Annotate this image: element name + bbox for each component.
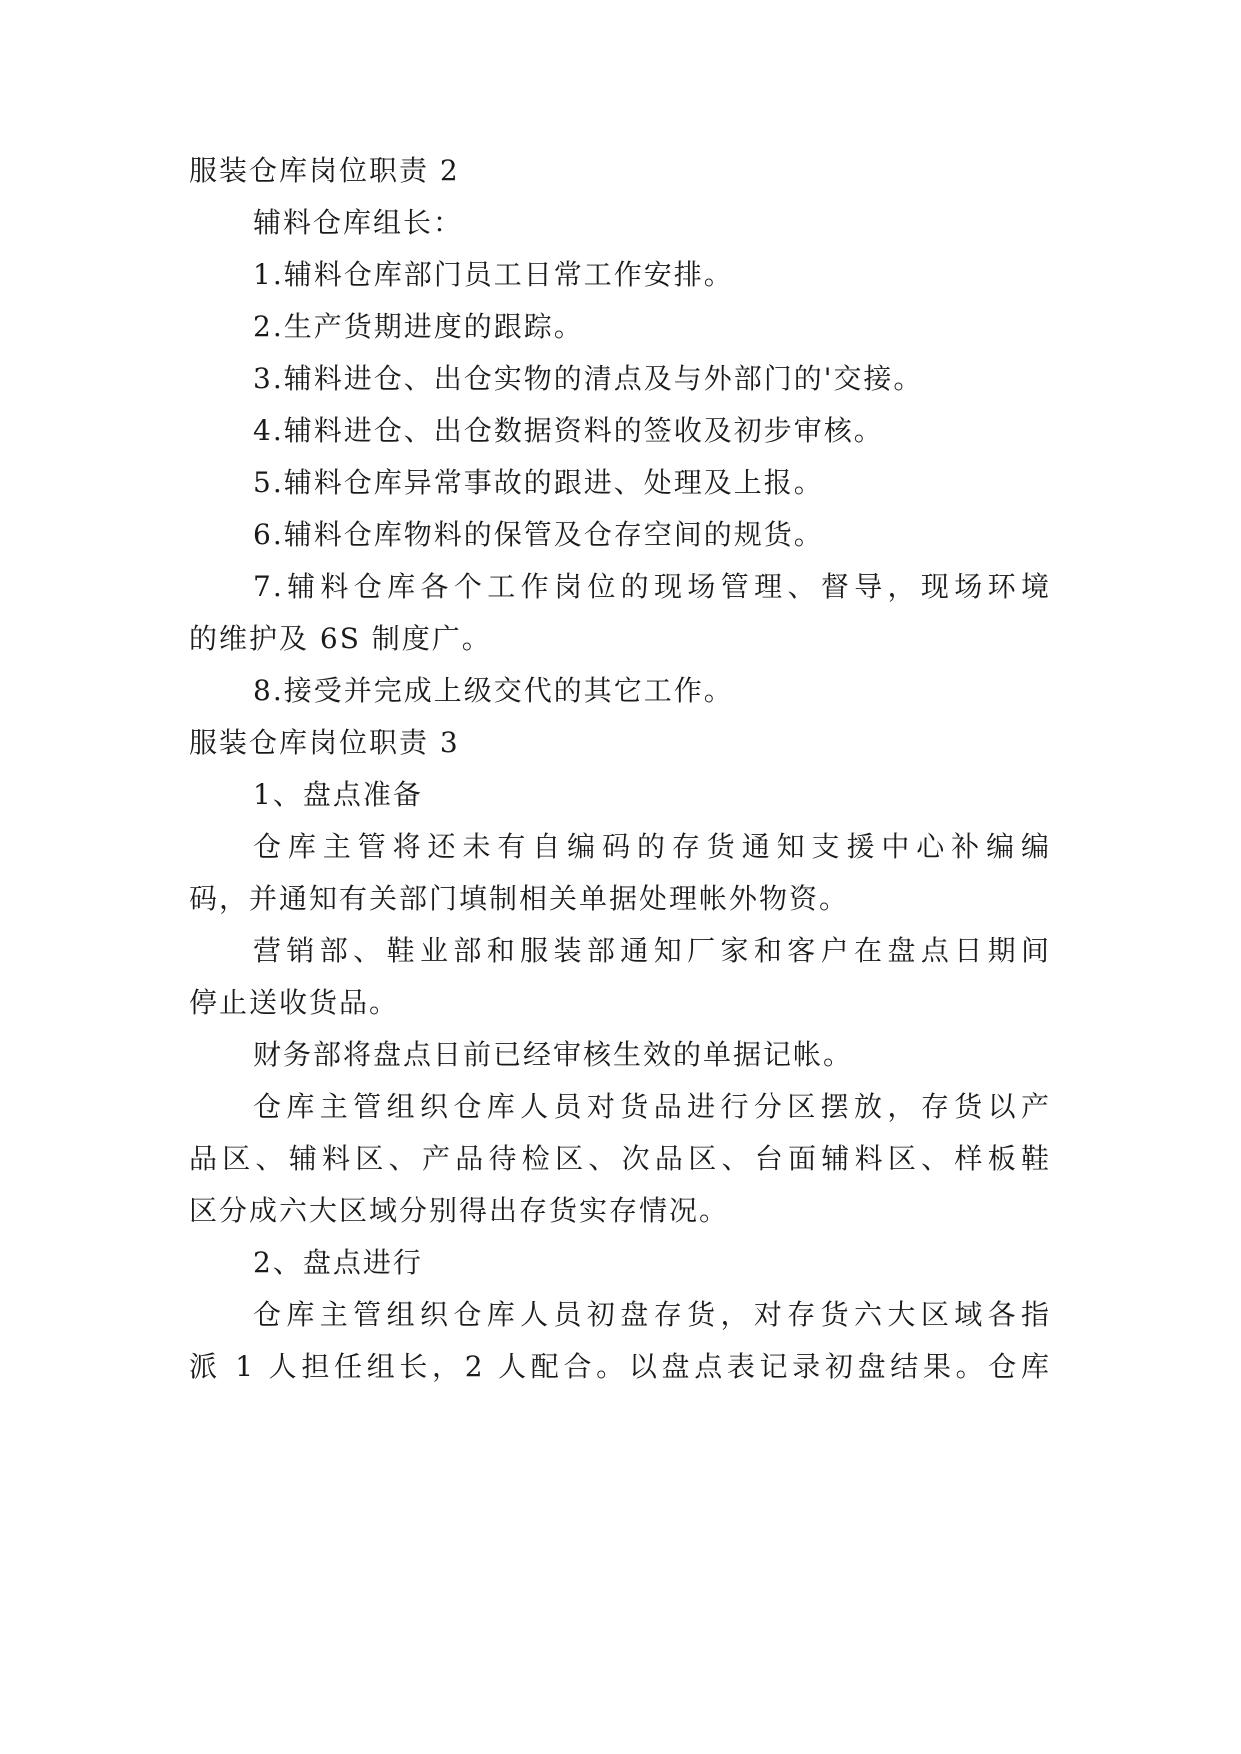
paragraph-line: 营销部、鞋业部和服装部通知厂家和客户在盘点日期间: [253, 934, 1051, 967]
paragraph-line: 品区、辅料区、产品待检区、次品区、台面辅料区、样板鞋: [189, 1142, 1051, 1175]
paragraph-line: 财务部将盘点日前已经审核生效的单据记帐。: [253, 1038, 854, 1071]
duty-item-6: 6.辅料仓库物料的保管及仓存空间的规货。: [253, 518, 824, 551]
section-heading-3: 服装仓库岗位职责 3: [189, 726, 460, 759]
paragraph-line: 仓库主管组织仓库人员初盘存货，对存货六大区域各指: [253, 1298, 1051, 1331]
duty-item-7-continued: 的维护及 6S 制度广。: [189, 622, 492, 655]
paragraph-line: 派 1 人担任组长，2 人配合。以盘点表记录初盘结果。仓库: [189, 1350, 1051, 1383]
duty-item-7: 7.辅料仓库各个工作岗位的现场管理、督导，现场环境: [253, 570, 1051, 603]
duty-item-5: 5.辅料仓库异常事故的跟进、处理及上报。: [253, 466, 824, 499]
duty-item-1: 1.辅料仓库部门员工日常工作安排。: [253, 258, 734, 291]
section-heading-2: 服装仓库岗位职责 2: [189, 154, 460, 187]
duty-item-2: 2.生产货期进度的跟踪。: [253, 310, 584, 343]
duty-item-4: 4.辅料进仓、出仓数据资料的签收及初步审核。: [253, 414, 884, 447]
paragraph-line: 仓库主管组织仓库人员对货品进行分区摆放，存货以产: [253, 1090, 1051, 1123]
paragraph-line: 停止送收货品。: [189, 986, 400, 1019]
duty-item-3: 3.辅料进仓、出仓实物的清点及与外部门的'交接。: [253, 362, 924, 395]
duty-item-8: 8.接受并完成上级交代的其它工作。: [253, 674, 734, 707]
paragraph-line: 仓库主管将还未有自编码的存货通知支援中心补编编: [253, 830, 1051, 863]
paragraph-line: 码，并通知有关部门填制相关单据处理帐外物资。: [189, 882, 850, 915]
subsection-title: 辅料仓库组长：: [253, 206, 464, 239]
paragraph-line: 区分成六大区域分别得出存货实存情况。: [189, 1194, 730, 1227]
step-heading-1: 1、盘点准备: [253, 778, 423, 811]
step-heading-2: 2、盘点进行: [253, 1246, 423, 1279]
